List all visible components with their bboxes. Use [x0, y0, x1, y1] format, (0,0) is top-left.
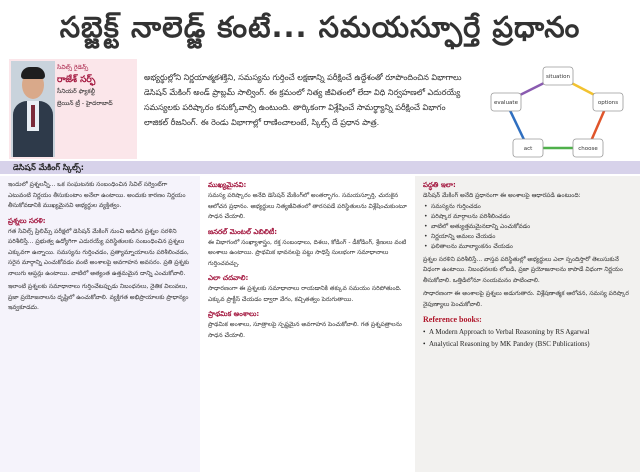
- col-middle-para-4: ప్రాథమిక అంశాలు, సూత్రాలపై స్పష్టమైన అవగాహన పెంచుకోవాలి. గత ప్రశ్నపత్రాలను సాధన చేయాలి.: [208, 321, 402, 339]
- cycle-arrows: [506, 76, 608, 148]
- author-photo: [11, 61, 55, 157]
- col-right-bullet: • నిర్ణయాన్ని అమలు చేయడం: [423, 232, 632, 242]
- cycle-label-evaluate: evaluate: [494, 100, 518, 106]
- col-left-para-1: ఇందులో ప్రశ్నలన్నీ... ఒక సంఘటనకు సంబంధించిన సివిల్ సర్వెంట్‌గా ఎటువంటి నిర్ణయం తీసుకుంటాం అనేలా ఉంటాయి. అందుకు కారణం నిర్ణయం తీసుకోవడానికి ముఖ్యమైనవి అభ్యర్థుల వ్యక్తిత్వం.: [8, 181, 186, 209]
- column-right: [415, 176, 640, 472]
- column-left: [0, 176, 200, 472]
- col-left-para-3: ఇలాంటి ప్రశ్నలకు సమాధానాలు గుర్తించేటప్పుడు నిబంధనలు, నైతిక విలువలు, ప్రజా ప్రయోజనాలను దృష్టిలో ఉంచుకోవాలి. వ్యక్తిగత అభిప్రాయాలకు ప్రాధాన్యం ఇవ్వకూడదు.: [8, 283, 189, 311]
- reference-books-title: Reference books:: [423, 315, 482, 324]
- page-headline: సబ్జెక్ట్ నాలెడ్జ్ కంటే... సమయస్ఫూర్తే ప్రధానం: [59, 10, 581, 44]
- col-middle-subheading-4: ప్రాథమిక అంశాలు:: [208, 310, 260, 318]
- col-right-para-1: డెసిషన్ మేకింగ్ అనేది ప్రధానంగా ఈ అంశాలపై ఆధారపడి ఉంటుంది:: [423, 192, 581, 199]
- cycle-label-options: options: [597, 100, 619, 106]
- col-right-bullet: • సమస్యను గుర్తించడం: [423, 202, 632, 212]
- col-right-para-2: ప్రశ్నల సరళిని పరిశీలిస్తే... వాస్తవ పరిస్థితుల్లో అభ్యర్థులు ఎలా స్పందిస్తారో తెలుసుకునే విధంగా ఉంటాయి. నిబంధనలకు లోబడి, ప్రజా ప్రయోజనాలను కాపాడే విధంగా నిర్ణయం తీసుకోవాలి. ఒత్తిడిలోనూ సంయమనం పాటించాలి.: [423, 255, 623, 284]
- cycle-label-choose: choose: [578, 146, 598, 152]
- photo-hair: [21, 67, 45, 79]
- intro-paragraph: అభ్యర్థుల్లోని నిర్ణయాత్మకశక్తిని, సమస్యను గుర్తించే లక్షణాన్ని పరీక్షించే ఉద్దేశంతో రూపొందించిన విభాగాలు డెసిషన్ మేకింగ్ అండ్ ప్రాబ్లమ్ సాల్వింగ్. ఈ క్రమంలో నిత్య జీవితంలో లేదా విధి నిర్వహణలో ఎదురయ్యే సమస్యలకు పరిష్కారం కనుక్కోవాల్సి ఉంటుంది. తార్కికంగా విశ్లేషించే సామర్థ్యాన్ని పరీక్షించే విభాగం లాజికల్ రీజనింగ్. ఈ రెండు విభాగాల్లో రాణించాలంటే, స్కిల్స్ దే ప్రధాన పాత్ర.: [144, 73, 462, 127]
- col-middle-subheading-1: ముఖ్యమైనవి:: [208, 181, 247, 189]
- author-city: బ్రెయిన్ ట్రీ - హైదరాబాద్: [57, 100, 113, 107]
- section-label: డెసిషన్ మేకింగ్ స్కిల్స్:: [13, 163, 84, 172]
- col-middle-para-1: సమస్య పరిష్కారం అనేది డెసిషన్ మేకింగ్‌లో అంతర్భాగం. సమయస్ఫూర్తి, చురుకైన ఆలోచన ప్రధానం. అభ్యర్థులు నిత్యజీవితంలో తారసపడే పరిస్థితులను విశ్లేషించుకుంటూ సాధన చేయాలి.: [208, 192, 407, 220]
- col-right-bullet: • పరిష్కార మార్గాలను పరిశీలించడం: [423, 212, 632, 222]
- col-left-para-2: గత సివిల్స్ ప్రిలిమ్స్ పరీక్షలో డెసిషన్ మేకింగ్ నుంచి అడిగిన ప్రశ్నల సరళిని పరిశీలిస్తే... ప్రభుత్వ ఉద్యోగిగా ఎదురయ్యే పరిస్థితులకు సంబంధించిన ప్రశ్నలు ఎక్కువగా ఉన్నాయి. సమస్యను గుర్తించడం, ప్రత్యామ్నాయాలను పరిశీలించడం, సరైన మార్గాన్ని ఎంచుకోవడం వంటి అంశాలపై అవగాహన అవసరం. ప్రతి ప్రశ్నకు నాలుగు ఆప్షన్లు ఉంటాయి. వాటిలో అత్యంత ఉత్తమమైన దాన్ని ఎంచుకోవాలి.: [8, 227, 190, 277]
- author-details: [57, 62, 135, 110]
- photo-tie: [31, 105, 35, 127]
- col-right-para-3: సాధారణంగా ఈ అంశాలపై ప్రశ్నలు అడుగుతారు. విశ్లేషణాత్మక ఆలోచన, సమస్య పరిష్కార నైపుణ్యాలు పెంచుకోవాలి.: [423, 290, 629, 308]
- col-right-bullet: • ఫలితాలను మూల్యాంకనం చేయడం: [423, 242, 632, 252]
- section-bar: [0, 161, 640, 174]
- col-right-subheading-1: పద్ధతి ఇలా:: [423, 181, 456, 189]
- col-middle-para-2: ఈ విభాగంలో సంఖ్యాశాస్త్రం, రక్త సంబంధాలు, దిశలు, కోడింగ్ - డీకోడింగ్, శ్రేణులు వంటి అంశాలు ఉంటాయి. ప్రాథమిక భావనలపై పట్టు సాధిస్తే సులభంగా సమాధానాలు గుర్తించవచ్చు.: [208, 238, 407, 267]
- cycle-label-situation: situation: [546, 74, 570, 80]
- column-middle: [200, 176, 415, 472]
- cycle-label-act: act: [523, 146, 533, 152]
- reference-book-item: • Analytical Reasoning by MK Pandey (BSC Publications): [423, 338, 632, 350]
- author-box: [9, 59, 137, 159]
- col-right-bullet: • వాటిలో అత్యుత్తమమైనదాన్ని ఎంచుకోవడం: [423, 222, 632, 232]
- author-name: రాజేశ్ సర్ఫ్: [57, 75, 96, 85]
- col-left-subheading-1: ప్రశ్నలు సరళి:: [8, 216, 46, 225]
- reference-book-item: • A Modern Approach to Verbal Reasoning by RS Agarwal: [423, 326, 632, 338]
- col-middle-subheading-2: జనరల్ మెంటల్ ఎబిలిటీ:: [208, 227, 278, 236]
- col-middle-para-3: సాధారణంగా ఈ ప్రశ్నలకు సమాధానాలు రాయడానికి తక్కువ సమయం సరిపోతుంది. ఎక్కువ ప్రాక్టీస్ చేయడం ద్వారా వేగం, కచ్చితత్వం పెరుగుతాయి.: [208, 285, 402, 303]
- author-tag: సివిల్స్ గైడెన్స్: [57, 64, 89, 71]
- author-role: సీనియర్ ఫ్యాకల్టీ: [57, 88, 96, 95]
- decision-cycle-diagram: [484, 60, 632, 164]
- col-middle-subheading-3: ఎలా చదవాలి:: [208, 274, 249, 282]
